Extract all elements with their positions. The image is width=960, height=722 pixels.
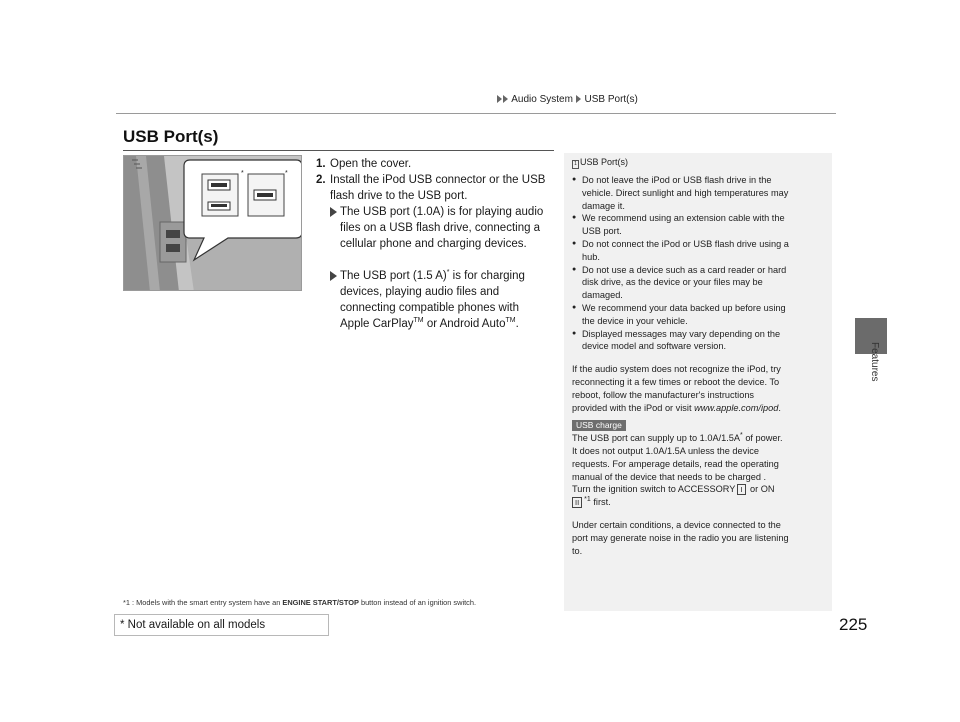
breadcrumb-item-audio-system[interactable]: Audio System: [511, 94, 573, 105]
instruction-steps: 1. Open the cover. 2. Install the iPod USB connector or the USB flash drive to the USB port. The USB port (1.0A) is for playing audio files on a USB flash drive, connecting a cellular phone and charging devices. The USB port (1.5 A)* is for charging devices, playing audio files and connecting compatible phones with Apple CarPlay™ or Android Auto™.: [316, 156, 552, 332]
availability-mark: *: [285, 170, 288, 177]
arrow-icon: [497, 95, 502, 103]
usb-port-1-5a-note: The USB port (1.5 A)* is for charging devices, playing audio files and connecting compatible phones with Apple CarPlay™ or Android Auto™.: [316, 268, 552, 332]
breadcrumb-item-usb-ports[interactable]: USB Port(s): [584, 94, 638, 105]
reference-number-icon: 1: [572, 160, 579, 169]
list-item: ● Do not leave the iPod or USB flash drive in the vehicle. Direct sunlight and high temperatures may damage it.: [572, 174, 824, 212]
list-item: ● Displayed messages may vary depending on the device model and software version.: [572, 328, 824, 354]
list-item: ● Do not connect the iPod or USB flash drive using a hub.: [572, 238, 824, 264]
title-divider: [123, 150, 554, 151]
section-title: USB Port(s): [123, 127, 219, 146]
noise-paragraph: Under certain conditions, a device connected to the port may generate noise in the radio you are listening to.: [572, 519, 789, 556]
arrow-icon: [330, 207, 337, 217]
arrow-icon: [503, 95, 508, 103]
usb-port-illustration: [123, 155, 302, 291]
list-item: ● We recommend your data backed up before using the device in your vehicle.: [572, 302, 824, 328]
apple-link[interactable]: www.apple.com/ipod: [694, 402, 779, 413]
step-2: 2. Install the iPod USB connector or the USB: [316, 174, 546, 186]
usb-charge-paragraph: The USB port can supply up to 1.0A/1.5A* of power. It does not output 1.0A/1.5A unless the device requests. For amperage details, read the operating manual of the device that needs to be charged . Turn the ignition switch to ACCESSORY I or ON II $^{*1}$ first.: [572, 432, 783, 508]
step-1: 1. Open the cover.: [316, 158, 412, 170]
arrow-icon: [330, 271, 337, 281]
list-item: ● Do not use a device such as a card reader or hard disk drive, as the device or your files may be damaged.: [572, 264, 824, 302]
chapter-tab-label: Features: [869, 342, 880, 382]
accessory-key-icon: I: [737, 484, 745, 495]
caution-list: [572, 174, 824, 353]
list-item: ● We recommend using an extension cable with the USB port.: [572, 212, 824, 238]
info-sidebar: [564, 153, 832, 611]
breadcrumb: [497, 94, 638, 105]
header-divider: [116, 113, 836, 114]
on-key-icon: II: [572, 497, 582, 508]
usb-ports-drawing: [124, 156, 302, 291]
usb-charge-badge: USB charge: [572, 420, 626, 431]
availability-mark: *: [241, 170, 244, 177]
info-title: 1 USB Port(s): [572, 156, 824, 169]
page-number: 225: [839, 615, 868, 634]
arrow-icon: [576, 95, 581, 103]
availability-note: * Not available on all models: [114, 614, 329, 636]
footnote: *1 : Models with the smart entry system have an ENGINE START/STOP button instead of an ignition switch.: [123, 598, 476, 607]
usb-port-1a-note: The USB port (1.0A) is for playing audio files on a USB flash drive, connecting a cellular phone and charging devices.: [316, 204, 552, 252]
ipod-reboot-paragraph: If the audio system does not recognize the iPod, try reconnecting it a few times or reboot the device. To reboot, follow the manufacturer's instructions provided with the iPod or visit www.apple.com/ipod.: [572, 364, 781, 413]
